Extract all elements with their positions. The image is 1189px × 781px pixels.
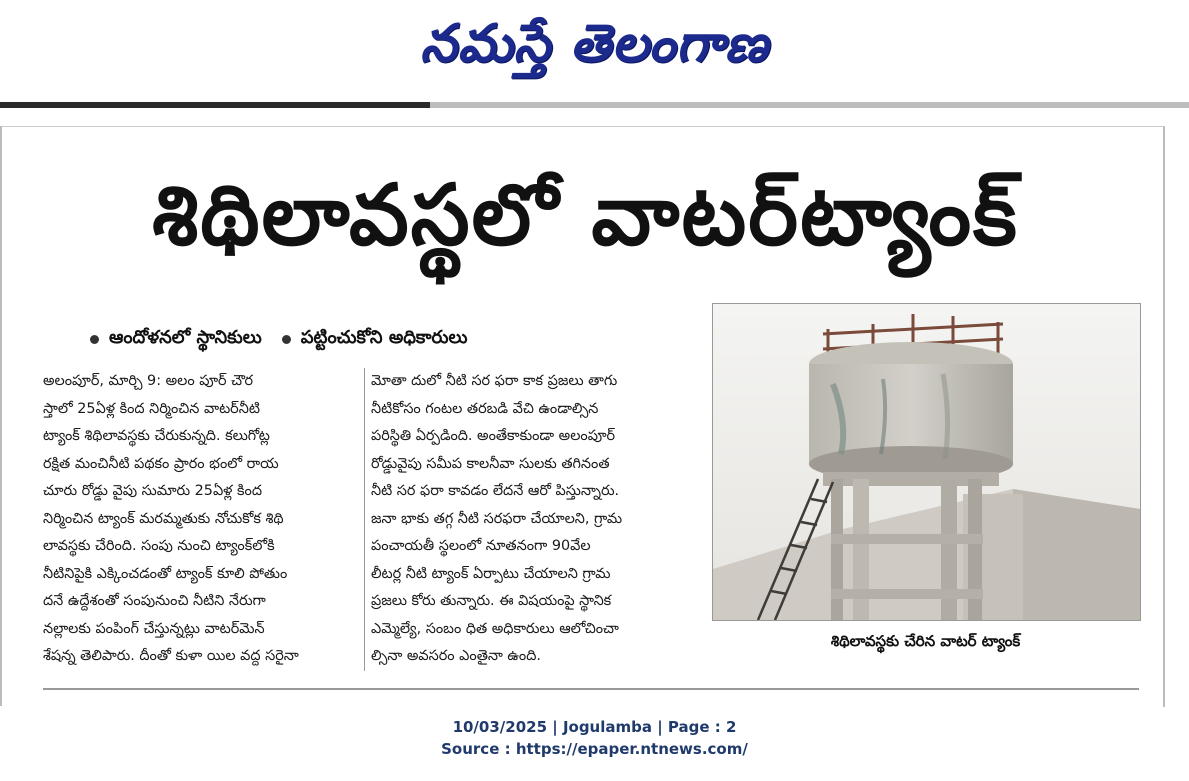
water-tank-photo — [712, 303, 1141, 621]
column-line: నీటినిపైకి ఎక్కించడంతో ట్యాంక్ కూలి పోతుం — [43, 565, 288, 582]
column-line: నీటి సర ఫరా కావడం లేదనే ఆరో పిస్తున్నారు. — [371, 483, 620, 499]
masthead — [0, 0, 1189, 100]
column-line: మోతా దులో నీటి సర ఫరా కాక ప్రజలు తాగు — [371, 373, 618, 389]
article-bottom-rule — [43, 688, 1139, 690]
footer-edition-info: 10/03/2025 | Jogulamba | Page : 2 — [452, 718, 737, 736]
column-line: ప్రజలు కోరు తున్నారు. ఈ విషయంపై స్థానిక — [371, 593, 612, 609]
column-line: రోడ్డువైపు సమీప కాలనీవా సులకు తగినంత — [371, 455, 610, 472]
masthead-rule-light — [430, 102, 1189, 108]
column-line: పరిస్థితి ఏర్పడింది. అంతేకాకుండా అలంపూర్ — [371, 428, 616, 444]
masthead-rule-dark — [0, 102, 430, 108]
article-headline: శిథిలావస్థలో వాటర్‌ట్యాంక్ — [152, 166, 1019, 264]
column-line: లావస్థకు చేరింది. సంపు నుంచి ట్యాంక్‌లోకి — [43, 538, 275, 554]
column-line: ఎమ్మెల్యే, సంబం ధిత అధికారులు ఆలోచించా — [371, 620, 619, 637]
article-column-1 — [43, 368, 361, 671]
column-line: శేషన్న తెలిపారు. దీంతో కుళా యిల వద్ద సరైనా — [43, 648, 299, 664]
column-line: అలంపూర్, మార్చి 9: అలం పూర్ చౌర — [43, 373, 254, 389]
photo-caption: శిథిలావస్థకు చేరిన వాటర్ ట్యాంక్ — [830, 632, 1021, 650]
epaper-footer — [0, 716, 1189, 760]
column-line: ట్యాంక్ శిథిలావస్థకు చేరుకున్నది. కలుగోట్ల — [43, 428, 270, 444]
column-line: నిర్మించిన ట్యాంక్ మరమ్మతుకు నోచుకోక శిథి — [43, 510, 284, 527]
subhead-1: ఆందోళనలో స్థానికులు — [109, 326, 262, 348]
column-line: లీటర్ల నీటి ట్యాంక్ ఏర్పాటు చేయాలని గ్రామ — [371, 565, 611, 582]
article-clip-left-edge — [0, 126, 2, 706]
bullet-icon — [282, 335, 291, 344]
column-line: నీటికోసం గంటల తరబడి వేచి ఉండాల్సిన — [371, 400, 599, 417]
column-line: నల్లాలకు పంపింగ్ చేస్తున్నట్లు వాటర్‌మెన్ — [43, 620, 265, 637]
column-line: పంచాయతీ స్థలంలో నూతనంగా 90వేల — [371, 538, 591, 554]
column-line: దనే ఉద్దేశంతో సంపునుంచి నీటిని నేరుగా — [43, 593, 266, 609]
newspaper-logo: నమస్తే తెలంగాణ — [420, 13, 769, 74]
bullet-icon — [90, 335, 99, 344]
subhead-2: పట్టించుకోని అధికారులు — [300, 326, 468, 348]
column-line: రక్షిత మంచినీటి పథకం ప్రారం భంలో రాయ — [43, 455, 279, 472]
footer-source-link[interactable]: Source : https://epaper.ntnews.com/ — [441, 740, 748, 758]
column-line: చూరు రోడ్డు వైపు సుమారు 25ఏళ్ల కింద — [43, 483, 263, 499]
column-line: స్తాలో 25ఏళ్ల కింద నిర్మించిన వాటర్‌నీటి — [43, 400, 260, 417]
article-subheads — [90, 324, 690, 354]
column-line: జనా భాకు తగ్గ నీటి సరఫరా చేయాలని, గ్రామ — [371, 510, 623, 527]
column-line: ల్సినా అవసరం ఎంతైనా ఉంది. — [371, 648, 541, 664]
article-column-2 — [364, 368, 691, 671]
